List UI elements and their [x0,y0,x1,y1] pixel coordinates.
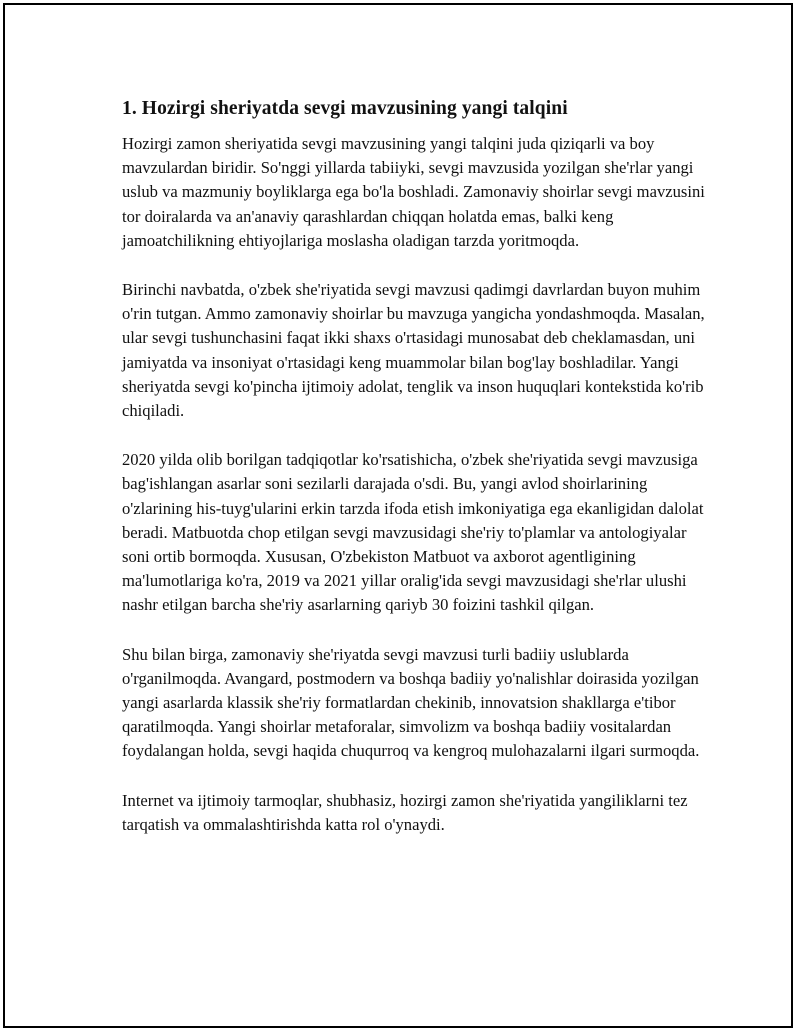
section-heading: 1. Hozirgi sheriyatda sevgi mavzusining yangi talqini [122,98,568,119]
paragraph: Birinchi navbatda, o'zbek she'riyatida sevgi mavzusi qadimgi davrlardan buyon muhim o'rin tutgan. Ammo zamonaviy shoirlar bu mavzuga yangicha yondashmoqda. Masalan, ular sevgi tushunchasini faqat ikki shaxs o'rtasidagi munosabat deb cheklamasdan, uni jamiyatda va insoniyat o'rtasidagi keng muammolar bilan bog'lay boshladilar. Yangi sheriyatda sevgi ko'pincha ijtimoiy adolat, tenglik va inson huquqlari kontekstida ko'rib chiqiladi. [122,280,705,421]
paragraph: 2020 yilda olib borilgan tadqiqotlar ko'rsatishicha, o'zbek she'riyatida sevgi mavzusiga bag'ishlangan asarlar soni sezilarli darajada o'sdi. Bu, yangi avlod shoirlarining o'zlarining his-tuyg'ularini erkin tarzda ifoda etish imkoniyatiga ega ekanligidan dalolat beradi. Matbuotda chop etilgan sevgi mavzusidagi she'riy to'plamlar va antologiyalar soni ortib bormoqda. Xususan, O'zbekiston Matbuot va axborot agentligining ma'lumotlariga ko'ra, 2019 va 2021 yillar oralig'ida sevgi mavzusidagi she'rlar ulushi nashr etilgan barcha she'riy asarlarning qariyb 30 foizini tashkil qilgan. [122,450,704,615]
paragraph: Internet va ijtimoiy tarmoqlar, shubhasiz, hozirgi zamon she'riyatida yangiliklarni tez tarqatish va ommalashtirishda katta rol o'ynaydi. [122,790,688,834]
document-body [122,97,712,862]
paragraph: Shu bilan birga, zamonaviy she'riyatda sevgi mavzusi turli badiiy uslublarda o'rganilmoqda. Avangard, postmodern va boshqa badiiy yo'nalishlar doirasida yozilgan yangi asarlarda klassik she'riy formatlardan chekinib, innovatsion shakllarga e'tibor qaratilmoqda. Yangi shoirlar metaforalar, simvolizm va boshqa badiiy vositalardan foydalangan holda, sevgi haqida chuqurroq va kengroq mulohazalarni ilgari surmoqda. [122,644,700,761]
paragraph: Hozirgi zamon sheriyatida sevgi mavzusining yangi talqini juda qiziqarli va boy mavzulardan biridir. So'nggi yillarda tabiiyki, sevgi mavzusida yozilgan she'rlar yangi uslub va mazmuniy boyliklarga ega bo'la boshladi. Zamonaviy shoirlar sevgi mavzusini tor doiralarda va an'anaviy qarashlardan chiqqan holatda emas, balki keng jamoatchilikning ehtiyojlariga moslasha oladigan tarzda yoritmoqda. [122,134,705,250]
page-frame [3,3,793,1028]
